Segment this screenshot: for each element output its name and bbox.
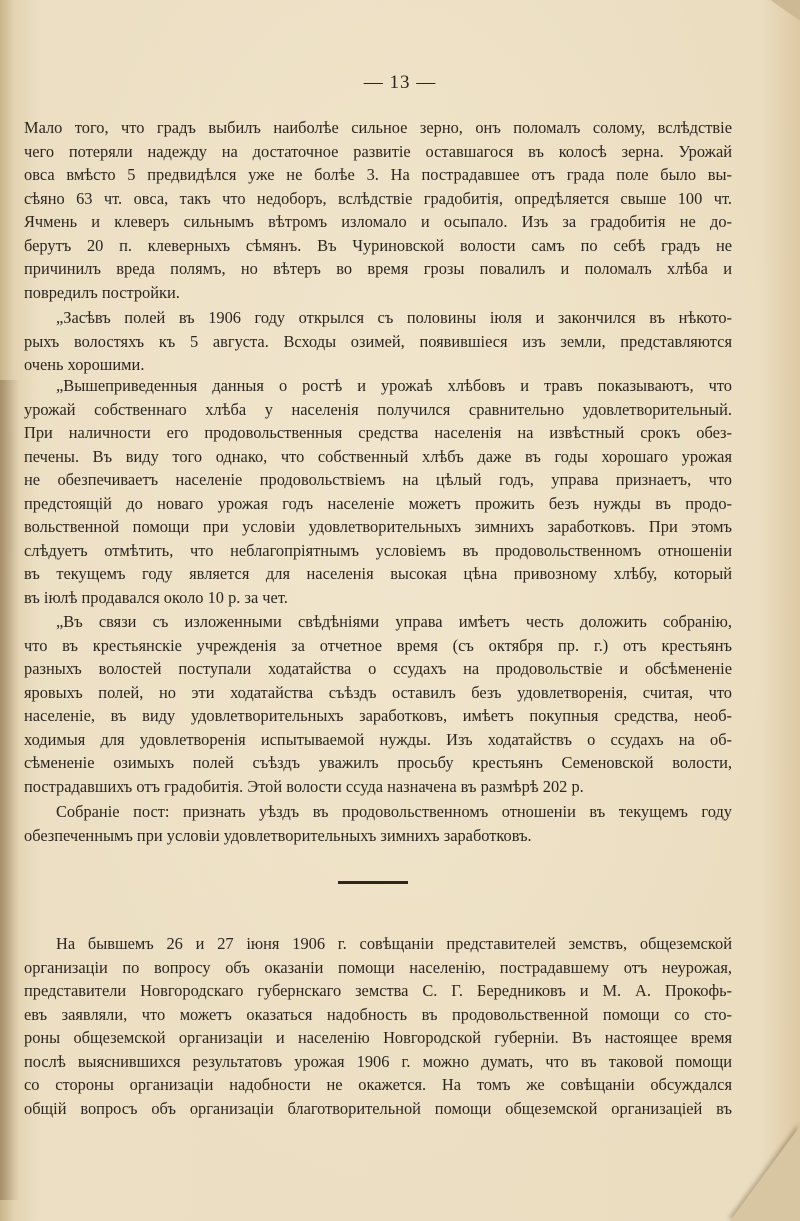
text-line: въ іюлѣ продавался около 10 р. за чет. [24, 587, 288, 607]
text-line: Ячмень и клеверъ сильнымъ вѣтромъ изломало и осыпало. Изъ за градобитія не до- [24, 212, 732, 231]
text-line: На бывшемъ 26 и 27 іюня 1906 г. совѣщаніи представителей земствъ, общеземской [56, 934, 732, 953]
text-line: рыхъ волостяхъ къ 5 августа. Всходы озимей, появившіеся изъ земли, представляются [24, 331, 732, 351]
text-line: вольственной помощи при условіи удовлетворительныхъ зимнихъ заработковъ. При этомъ [24, 517, 732, 536]
text-line: очень хорошими. [24, 355, 145, 374]
page-corner-fold-top [764, 0, 800, 26]
text-line: представители Новгородскаго губернскаго земства С. Г. Бередниковъ и М. А. Прокофь- [24, 981, 732, 1000]
text-line: повредилъ постройки. [24, 282, 180, 302]
text-line: обезпеченнымъ при условіи удовлетворительныхъ зимнихъ заработковъ. [24, 825, 532, 845]
text-line: пострадавшихъ отъ градобитія. Этой волости ссуда назначена въ размѣрѣ 202 р. [24, 776, 584, 796]
page-edge-stain [0, 380, 20, 1200]
text-line: со стороны организаціи надобности не окажется. На томъ же совѣщаніи обсуждался [24, 1075, 732, 1094]
text-line: печены. Въ виду того однако, что собственный хлѣбъ даже въ годы хорошаго урожая [24, 446, 732, 466]
paragraph-sowing [24, 306, 732, 377]
text-line: не обезпечиваетъ населеніе продовольствіемъ на цѣлый годъ, управа признаетъ, что [24, 470, 732, 489]
text-line: что въ крестьянскіе учрежденія за отчетное время (съ октября пр. г.) отъ крестьянъ [24, 635, 732, 655]
text-line: разныхъ волостей поступали ходатайства о ссудахъ на продовольствіе и обсѣмененіе [24, 659, 732, 678]
text-line: При наличности его продовольственныя средства населенія на извѣстный срокъ обез- [24, 423, 732, 442]
text-line: берутъ 20 п. клеверныхъ сѣмянъ. Въ Чуриновской волости самъ по себѣ градъ не [24, 235, 732, 255]
text-line: „Вышеприведенныя данныя о ростѣ и урожаѣ хлѣбовъ и травъ показываютъ, что [56, 376, 732, 395]
text-line: евъ заявляли, что можетъ оказаться надобность въ продовольственной помощи со сто- [24, 1004, 732, 1024]
text-line: причинилъ вреда полямъ, но вѣтеръ во время грозы повалилъ и поломалъ хлѣба и [24, 259, 732, 278]
text-line: яровыхъ полей, но эти ходатайства съѣздъ оставилъ безъ удовлетворенія, считая, что [24, 682, 732, 702]
text-line: въ текущемъ году является для населенія высокая цѣна привозному хлѣбу, который [24, 564, 732, 583]
text-line: общій вопросъ объ организаціи благотворительной помощи общеземской организаціей въ [24, 1098, 732, 1118]
text-line: „Засѣвъ полей въ 1906 году открылся съ половины іюля и закончился въ нѣкото- [56, 308, 732, 327]
section-separator-rule [338, 881, 408, 884]
paragraph-harvest-summary [24, 374, 732, 609]
paragraph-meeting [24, 932, 732, 1120]
text-line: сѣмененіе озимыхъ полей съѣздъ уважилъ просьбу крестьянъ Семеновской волости, [24, 753, 732, 772]
text-line: Собраніе пост: признать уѣздъ въ продовольственномъ отношеніи въ текущемъ году [56, 802, 732, 821]
text-line: слѣдуетъ отмѣтить, что неблагопріятнымъ условіемъ въ продовольственномъ отношеніи [24, 540, 732, 560]
text-line: послѣ выяснившихся результатовъ урожая 1906 г. можно думать, что въ таковой помощи [24, 1051, 732, 1071]
text-line: организаціи по вопросу объ оказаніи помощи населенію, пострадавшему отъ неурожая, [24, 957, 732, 977]
text-line: населеніе, въ виду удовлетворительныхъ заработковъ, имѣетъ покупныя средства, необ- [24, 706, 732, 725]
text-line: Мало того, что градъ выбилъ наиболѣе сильное зерно, онъ поломалъ солому, вслѣдствіе [24, 118, 732, 137]
text-line: предстоящій до новаго урожая годъ населеніе можетъ прожить безъ нужды въ продо- [24, 493, 732, 513]
text-line: сѣяно 63 чт. овса, такъ что недоборъ, вслѣдствіе градобитія, опредѣляется свыше 100 чт. [24, 188, 732, 208]
text-line: чего потеряли надежду на достаточное развитіе оставшагося въ колосѣ зерна. Урожай [24, 141, 732, 161]
text-line: „Въ связи съ изложенными свѣдѣніями управа имѣетъ честь доложить собранію, [56, 612, 732, 631]
page-number: — 13 — [363, 72, 437, 93]
paragraph-loan-petitions [24, 610, 732, 798]
paragraph-resolution [24, 800, 732, 847]
text-line: урожай собственнаго хлѣба у населенія получился сравнительно удовлетворительный. [24, 399, 732, 419]
text-line: роны общеземской организаціи и населенію Новгородской губерніи. Въ настоящее время [24, 1028, 732, 1047]
paragraph-hail-damage [24, 116, 732, 304]
page-corner-curl [730, 1126, 800, 1221]
text-line: ходимыя для удовлетворенія испытываемой нужды. Изъ ходатайствъ о ссудахъ на об- [24, 729, 732, 749]
text-line: овса вмѣсто 5 предвидѣлся уже не болѣе 3. На пострадавшее отъ града поле было вы- [24, 165, 732, 184]
